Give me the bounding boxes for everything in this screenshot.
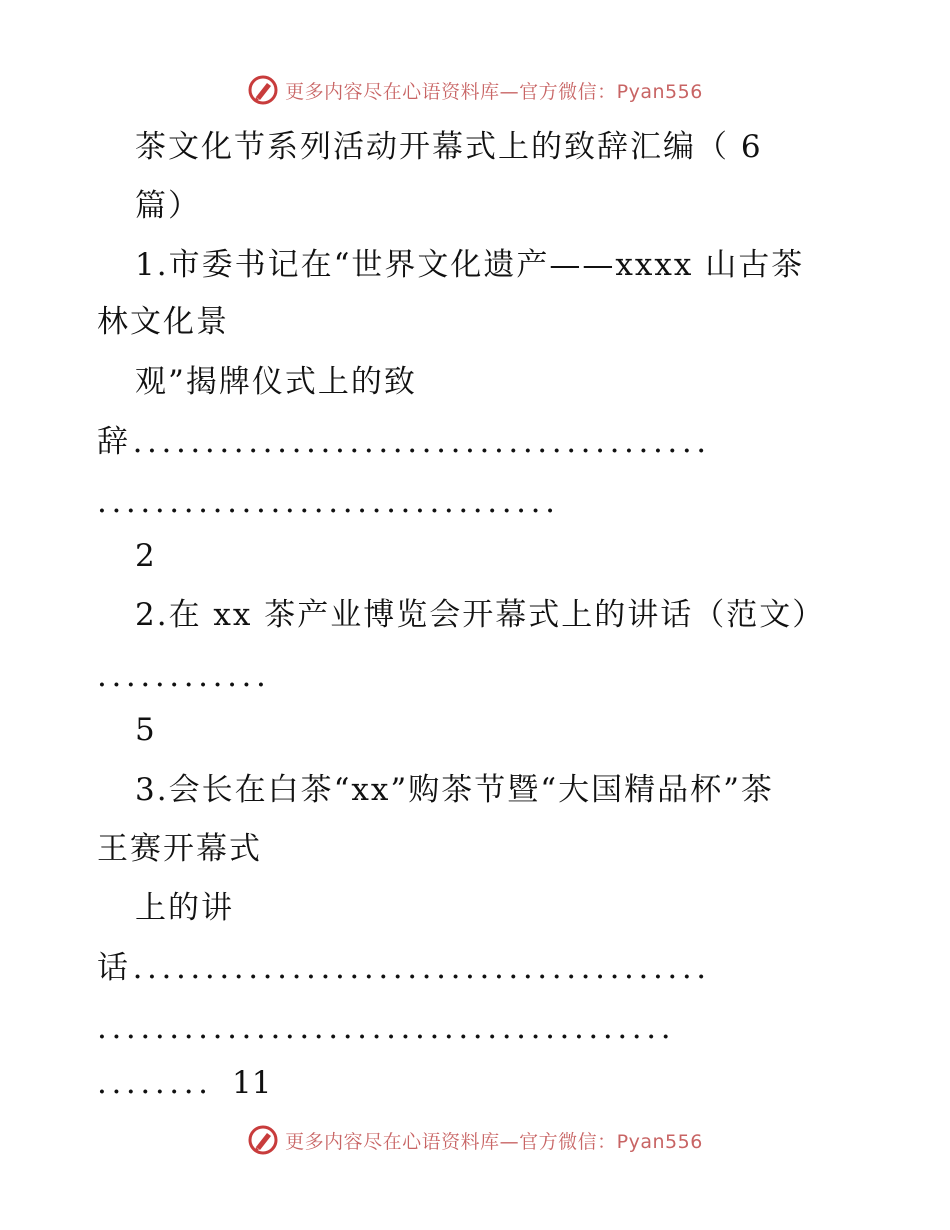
watermark-footer xyxy=(0,1120,950,1160)
toc-entry-3-leader-3: ........ xyxy=(97,1065,213,1101)
toc-entry-3-leader-2: ........................................ xyxy=(97,1010,676,1046)
pen-logo-icon xyxy=(247,1124,279,1156)
watermark-text: 更多内容尽在心语资料库—官方微信：Pyan556 xyxy=(285,1130,703,1153)
toc-entry-3-leader-1: 话........................................ xyxy=(97,950,711,986)
toc-entry-1-leader-2: ................................ xyxy=(97,484,560,520)
toc-entry-2-leader: ............ xyxy=(97,658,271,694)
toc-entry-3-page: 11 xyxy=(232,1065,272,1101)
toc-entry-1-leader-1: 辞........................................ xyxy=(97,424,711,460)
toc-entry-1-line-3: 观”揭牌仪式上的致 xyxy=(135,364,417,400)
toc-entry-3-line-2: 王赛开幕式 xyxy=(97,831,262,867)
document-title-line-2: 篇） xyxy=(135,188,201,224)
pen-logo-icon xyxy=(247,74,279,106)
toc-entry-2-page: 5 xyxy=(135,712,157,748)
toc-entry-2-line-1: 2.在 xx 茶产业博览会开幕式上的讲话（范文） xyxy=(135,597,826,633)
toc-entry-1-page: 2 xyxy=(135,538,157,574)
document-title-line-1: 茶文化节系列活动开幕式上的致辞汇编（ 6 xyxy=(135,129,763,165)
toc-entry-3-line-1: 3.会长在白茶“xx”购茶节暨“大国精品杯”茶 xyxy=(135,772,774,808)
watermark-header xyxy=(0,70,950,110)
toc-entry-1-line-2: 林文化景 xyxy=(97,304,229,340)
toc-entry-1-line-1: 1.市委书记在“世界文化遗产——xxxx 山古茶 xyxy=(135,247,805,283)
toc-entry-3-line-3: 上的讲 xyxy=(135,890,234,926)
watermark-text: 更多内容尽在心语资料库—官方微信：Pyan556 xyxy=(285,80,703,103)
